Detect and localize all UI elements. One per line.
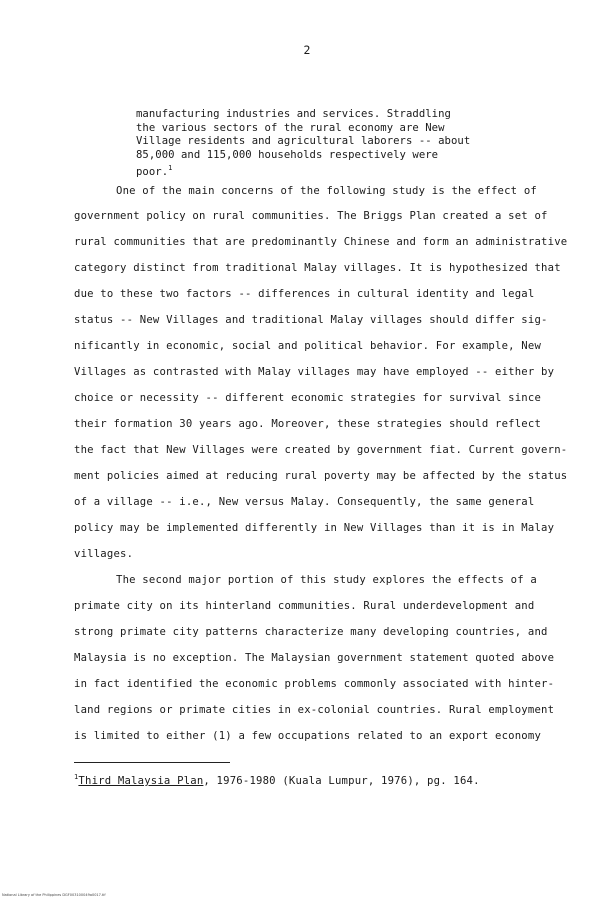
paragraph-line: choice or necessity -- different economic strategies for survival since: [74, 392, 542, 404]
paragraph-line: due to these two factors -- differences in cultural identity and legal: [74, 288, 535, 300]
quote-line: Village residents and agricultural laborers -- about: [136, 135, 471, 148]
paragraph-line: policy may be implemented differently in New Villages than it is in Malay: [74, 522, 555, 534]
paragraph-line: The second major portion of this study explores the effects of a: [116, 574, 537, 586]
footnote-marker: 1: [74, 773, 79, 781]
quote-line-text: poor.: [136, 166, 169, 179]
paragraph-line: primate city on its hinterland communities. Rural underdevelopment and: [74, 600, 535, 612]
paragraph-line: Malaysia is no exception. The Malaysian government statement quoted above: [74, 652, 555, 664]
page-number: 2: [303, 43, 311, 57]
quote-line: the various sectors of the rural economy are New: [136, 121, 445, 134]
paragraph-line: in fact identified the economic problems commonly associated with hinter-: [74, 678, 555, 690]
paragraph-line: Villages as contrasted with Malay villages may have employed -- either by: [74, 366, 555, 378]
paragraph-line: government policy on rural communities. The Briggs Plan created a set of: [74, 210, 548, 222]
paragraph-line: One of the main concerns of the following study is the effect of: [116, 185, 537, 197]
paragraph-line: of a village -- i.e., New versus Malay. Consequently, the same general: [74, 496, 535, 508]
quote-line: 85,000 and 115,000 households respectively were: [136, 148, 439, 161]
footnote-divider: [74, 762, 230, 763]
paragraph-line: villages.: [74, 548, 134, 560]
paragraph-line: rural communities that are predominantly Chinese and form an administrative: [74, 236, 568, 248]
footnote: [74, 773, 480, 787]
paragraph-line: is limited to either (1) a few occupations related to an export economy: [74, 730, 542, 742]
footnote-title: Third Malaysia Plan: [78, 775, 204, 787]
footnote-reference: 1: [168, 164, 173, 173]
paragraph-line: ment policies aimed at reducing rural poverty may be affected by the status: [74, 470, 568, 482]
quote-line: manufacturing industries and services. Straddling: [136, 108, 451, 120]
scan-watermark: National Library of the Philippines DGF003100049a0017.tif: [2, 893, 106, 897]
paragraph-line: nificantly in economic, social and political behavior. For example, New: [74, 340, 542, 352]
paragraph-line: strong primate city patterns characterize many developing countries, and: [74, 626, 548, 638]
quote-line-last: [136, 162, 516, 180]
paragraph-line: category distinct from traditional Malay villages. It is hypothesized that: [74, 262, 561, 274]
block-quote: [136, 108, 516, 180]
paragraph-line: the fact that New Villages were created by government fiat. Current govern-: [74, 444, 568, 456]
paragraph-line: land regions or primate cities in ex-colonial countries. Rural employment: [74, 704, 555, 716]
paragraph-line: their formation 30 years ago. Moreover, these strategies should reflect: [74, 418, 542, 430]
footnote-text: , 1976-1980 (Kuala Lumpur, 1976), pg. 164.: [203, 775, 480, 787]
paragraph-line: status -- New Villages and traditional Malay villages should differ sig-: [74, 314, 548, 326]
